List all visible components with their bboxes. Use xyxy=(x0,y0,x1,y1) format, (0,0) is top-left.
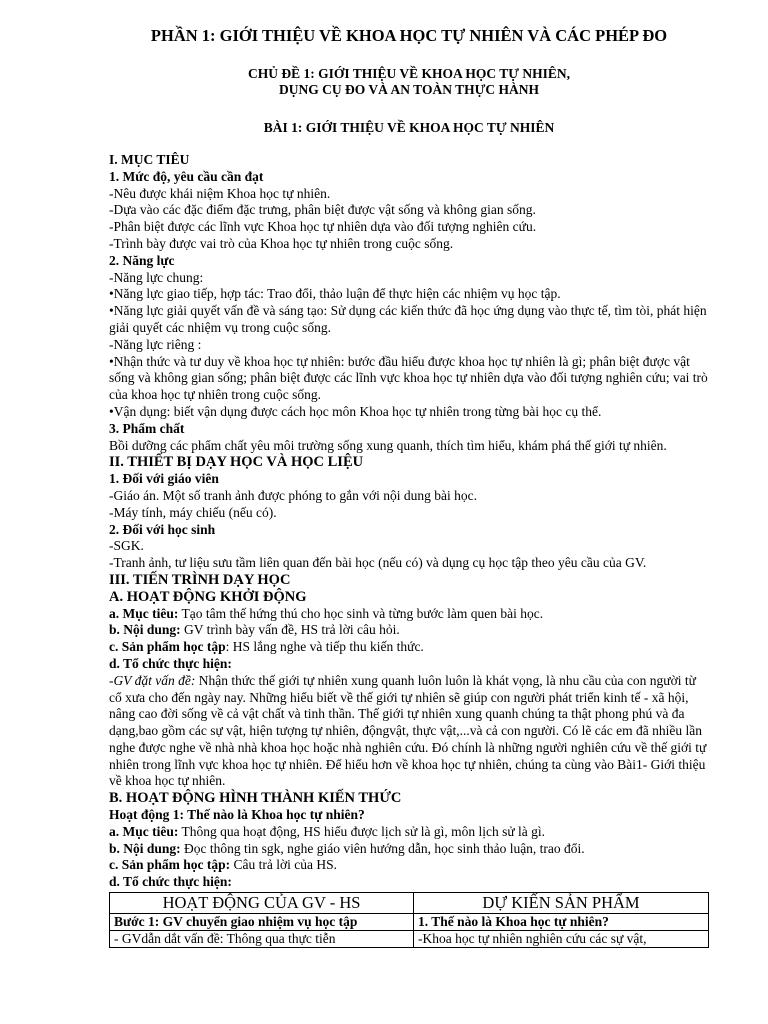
section-1-sub-1: 1. Mức độ, yêu cầu cần đạt xyxy=(109,168,264,184)
section-3-heading: III. TIẾN TRÌNH DẠY HỌC xyxy=(109,571,291,588)
text: Câu trả lời của HS. xyxy=(230,857,338,873)
paragraph: Bồi dưỡng các phẩm chất yêu môi trường sống xung quanh, thích tìm hiểu, khám phá thế giới tự nhiên. xyxy=(109,437,667,453)
activity-a-org: d. Tổ chức thực hiện: xyxy=(109,655,232,671)
label: -GV đặt vấn đề: xyxy=(109,672,196,688)
page-title: PHẦN 1: GIỚI THIỆU VỀ KHOA HỌC TỰ NHIÊN VÀ CÁC PHÉP ĐO xyxy=(150,26,668,45)
section-2-sub-2: 2. Đối với học sinh xyxy=(109,521,216,537)
text: Tạo tâm thế hứng thú cho học sinh và từng bước làm quen bài học. xyxy=(178,605,544,621)
text: Thông qua hoạt động, HS hiểu được lịch sử là gì, môn lịch sử là gì. xyxy=(178,823,546,839)
activity-a-intro xyxy=(109,673,709,791)
table-cell: Bước 1: GV chuyển giao nhiệm vụ học tập xyxy=(110,914,414,931)
paragraph: •Năng lực giải quyết vấn đề và sáng tạo: Sử dụng các kiến thức đã học ứng dụng vào thực tế, tìm tòi, phát hiện giải quyết các nhiệm vụ trong cuộc sống. xyxy=(109,303,707,335)
paragraph: •Vận dụng: biết vận dụng được cách học môn Khoa học tự nhiên trong từng bài học cụ thể. xyxy=(109,403,602,419)
document-body xyxy=(109,152,709,948)
activity-a-goal xyxy=(109,606,709,623)
activity-b-goal xyxy=(109,824,709,841)
label: c. Sản phẩm học tập xyxy=(109,639,226,655)
paragraph: -Nêu được khái niệm Khoa học tự nhiên. xyxy=(109,185,331,201)
paragraph: •Năng lực giao tiếp, hợp tác: Trao đổi, thảo luận để thực hiện các nhiệm vụ học tập. xyxy=(109,286,561,302)
document-page xyxy=(109,22,709,948)
activity-b-content xyxy=(109,841,709,858)
paragraph: -Máy tính, máy chiếu (nếu có). xyxy=(109,504,277,520)
topic-line-1: CHỦ ĐỀ 1: GIỚI THIỆU VỀ KHOA HỌC TỰ NHIÊN, xyxy=(247,66,571,81)
text: GV trình bày vấn đề, HS trả lời câu hỏi. xyxy=(180,622,400,638)
section-1-sub-3: 3. Phẩm chất xyxy=(109,420,185,436)
activity-b-heading: B. HOẠT ĐỘNG HÌNH THÀNH KIẾN THỨC xyxy=(109,790,402,807)
label: c. Sản phẩm học tập: xyxy=(109,857,231,873)
text: Nhận thức thế giới tự nhiên xung quanh luôn luôn là khát vọng, là nhu cầu của con người từ cổ xưa cho đến ngày nay. Những hiểu biết về thế giới tự nhiên sẽ giúp con người phát triển kinh tế - xã hội, nâng cao đời sống về cả vật chất và tinh thần. Thế giới tự nhiên xung quanh chúng ta thật phong phú và đa dạng,bao gồm các sự vật, hiện tượng tự nhiên, độngvật, thực vật,...và cả con người. Có lẽ các em đã nhiều lần nghe được nghe về nhà nhà khoa học hoặc nhà nghiên cứu. Đó chính là những người nghiên cứu về thế giới tự nhiên trong lĩnh vực khoa học tự nhiên. Để hiểu hơn về khoa học tự nhiên, chúng ta cùng vào Bài1- Giới thiệu về khoa học tự nhiên. xyxy=(109,672,707,789)
table-cell: 1. Thế nào là Khoa học tự nhiên? xyxy=(414,914,709,931)
label: a. Mục tiêu: xyxy=(109,823,179,839)
table-header: HOẠT ĐỘNG CỦA GV - HS xyxy=(110,893,414,914)
activity-a-heading: A. HOẠT ĐỘNG KHỞI ĐỘNG xyxy=(109,588,307,605)
table-header-row xyxy=(110,893,709,914)
table-cell: - GVdẫn dắt vấn đề: Thông qua thực tiễn xyxy=(110,931,414,948)
table-row xyxy=(110,931,709,948)
section-1-sub-2: 2. Năng lực xyxy=(109,252,175,268)
label: b. Nội dung: xyxy=(109,840,181,856)
paragraph: -Tranh ảnh, tư liệu sưu tầm liên quan đến bài học (nếu có) và dụng cụ học tập theo yêu cầu của GV. xyxy=(109,555,647,571)
text: : HS lắng nghe và tiếp thu kiến thức. xyxy=(225,639,424,655)
activity-a-product xyxy=(109,639,709,656)
table-row xyxy=(110,914,709,931)
paragraph: •Nhận thức và tư duy về khoa học tự nhiên: bước đầu hiểu được khoa học tự nhiên là gì; phân biệt được vật sống và không gian sống; phân biệt được các lĩnh vực khoa học tự nhiên dựa vào đối tượng nghiên cứu; vai trò của khoa học tự nhiên trong cuộc sống. xyxy=(109,353,708,403)
paragraph: -Năng lực chung: xyxy=(109,269,204,285)
activity-b-sub: Hoạt động 1: Thế nào là Khoa học tự nhiên? xyxy=(109,807,365,823)
paragraph: -Trình bày được vai trò của Khoa học tự nhiên trong cuộc sống. xyxy=(109,235,454,251)
table-header: DỰ KIẾN SẢN PHẨM xyxy=(414,893,709,914)
topic-line-2: DỤNG CỤ ĐO VÀ AN TOÀN THỰC HÀNH xyxy=(279,82,539,97)
paragraph: -Năng lực riêng : xyxy=(109,336,202,352)
paragraph: -Dựa vào các đặc điểm đặc trưng, phân biệt được vật sống và không gian sống. xyxy=(109,202,536,218)
section-2-sub-1: 1. Đối với giáo viên xyxy=(109,471,219,487)
text: Đọc thông tin sgk, nghe giáo viên hướng dẫn, học sinh thảo luận, trao đổi. xyxy=(180,840,585,856)
section-1-heading: I. MỤC TIÊU xyxy=(109,152,190,167)
activity-table xyxy=(109,892,709,948)
paragraph: -SGK. xyxy=(109,538,144,554)
label: b. Nội dung: xyxy=(109,622,181,638)
lesson-title: BÀI 1: GIỚI THIỆU VỀ KHOA HỌC TỰ NHIÊN xyxy=(263,120,555,135)
paragraph: -Phân biệt được các lĩnh vực Khoa học tự nhiên dựa vào đối tượng nghiên cứu. xyxy=(109,219,537,235)
label: a. Mục tiêu: xyxy=(109,605,179,621)
section-2-heading: II. THIẾT BỊ DẠY HỌC VÀ HỌC LIỆU xyxy=(109,454,364,471)
topic-heading xyxy=(109,66,709,98)
activity-b-org: d. Tổ chức thực hiện: xyxy=(109,874,232,890)
activity-a-content xyxy=(109,622,709,639)
activity-b-product xyxy=(109,857,709,874)
paragraph: -Giáo án. Một số tranh ảnh được phóng to gắn với nội dung bài học. xyxy=(109,487,478,503)
table-cell: -Khoa học tự nhiên nghiên cứu các sự vật, xyxy=(414,931,709,948)
